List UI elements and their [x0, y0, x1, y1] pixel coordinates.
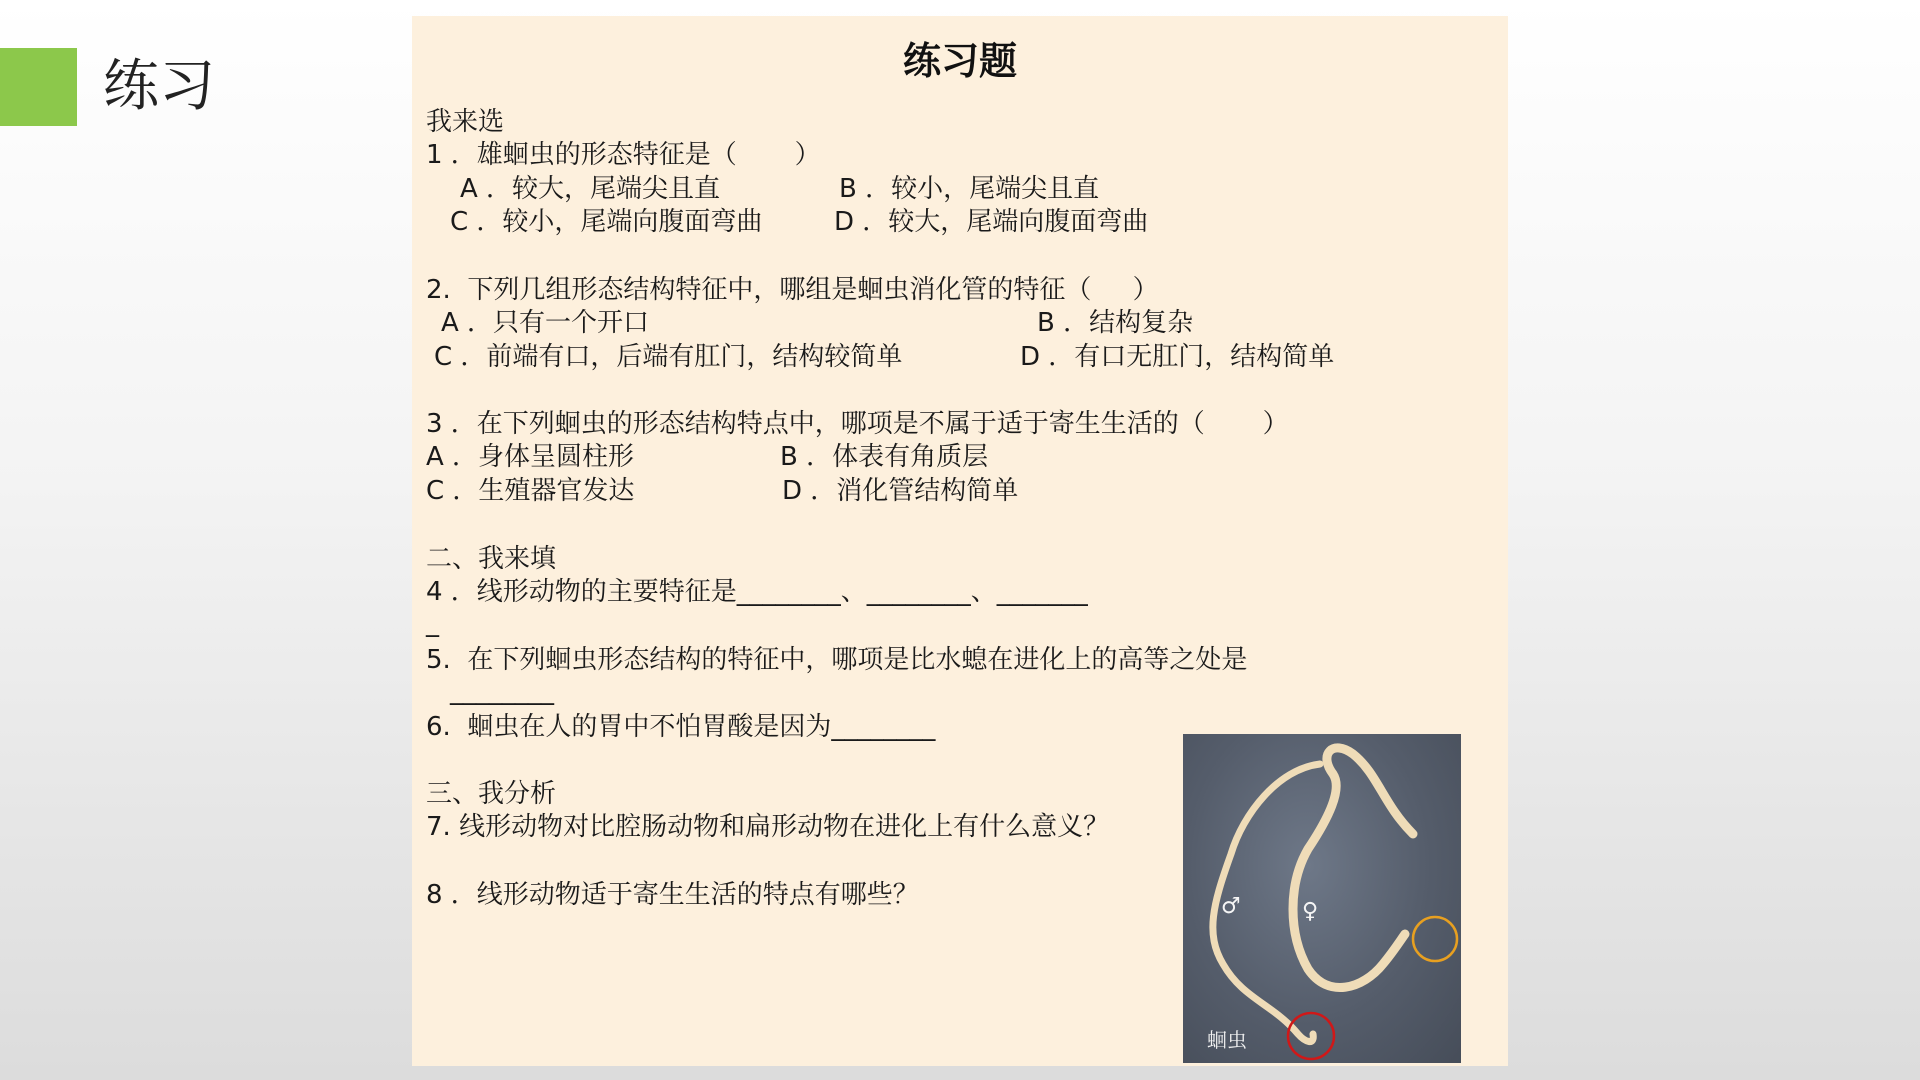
orange-marker [1413, 917, 1457, 961]
male-symbol: ♂ [1221, 894, 1241, 919]
q1-option-c: C ．较小，尾端向腹面弯曲 [450, 207, 763, 237]
slide-title: 练习 [103, 54, 215, 119]
q2-option-a: A ．只有一个开口 [441, 308, 650, 338]
question-2: 2. 下列几组形态结构特征中，哪组是蛔虫消化管的特征（ ） [426, 275, 1159, 305]
female-worm [1293, 748, 1413, 988]
q3-option-a: A ．身体呈圆柱形 [426, 442, 635, 472]
question-6: 6. 蛔虫在人的胃中不怕胃酸是因为________ [426, 712, 936, 742]
panel-title: 练习题 [902, 39, 1017, 83]
female-symbol: ♀ [1302, 899, 1319, 924]
question-1: 1 ．雄蛔虫的形态特征是（ ） [426, 140, 821, 170]
section-fill-heading: 二、我来填 [426, 544, 557, 574]
question-5: 5. 在下列蛔虫形态结构的特征中，哪项是比水螅在进化上的高等之处是 [426, 645, 1248, 675]
question-5-blank: ________ [450, 676, 554, 706]
question-8: 8 ．线形动物适于寄生生活的特点有哪些？ [426, 880, 919, 910]
q2-option-c: C ．前端有口，后端有肛门，结构较简单 [434, 342, 903, 372]
q3-option-d: D ．消化管结构简单 [782, 476, 1019, 506]
section-choose-heading: 我来选 [426, 107, 505, 137]
photo-caption: 蛔虫 [1207, 1028, 1247, 1052]
question-4: 4 ．线形动物的主要特征是________、________、_______ [426, 577, 1088, 607]
question-3: 3 ．在下列蛔虫的形态结构特点中，哪项是不属于适于寄生生活的（ ） [426, 409, 1289, 439]
question-4-overflow: _ [426, 608, 439, 638]
q1-option-a: A ．较大，尾端尖且直 [460, 174, 721, 204]
q1-option-d: D ．较大，尾端向腹面弯曲 [834, 207, 1149, 237]
q3-option-b: B ．体表有角质层 [780, 442, 989, 472]
q1-option-b: B ．较小，尾端尖且直 [839, 174, 1100, 204]
question-7: 7. 线形动物对比腔肠动物和扁形动物在进化上有什么意义？ [426, 812, 1110, 842]
section-analyze-heading: 三、我分析 [426, 779, 557, 809]
accent-bar [0, 48, 77, 126]
q3-option-c: C ．生殖器官发达 [426, 476, 635, 506]
exercise-panel [412, 16, 1508, 1066]
q2-option-d: D ．有口无肛门，结构简单 [1020, 342, 1335, 372]
q2-option-b: B ．结构复杂 [1037, 308, 1194, 338]
roundworm-photo [1183, 734, 1461, 1063]
